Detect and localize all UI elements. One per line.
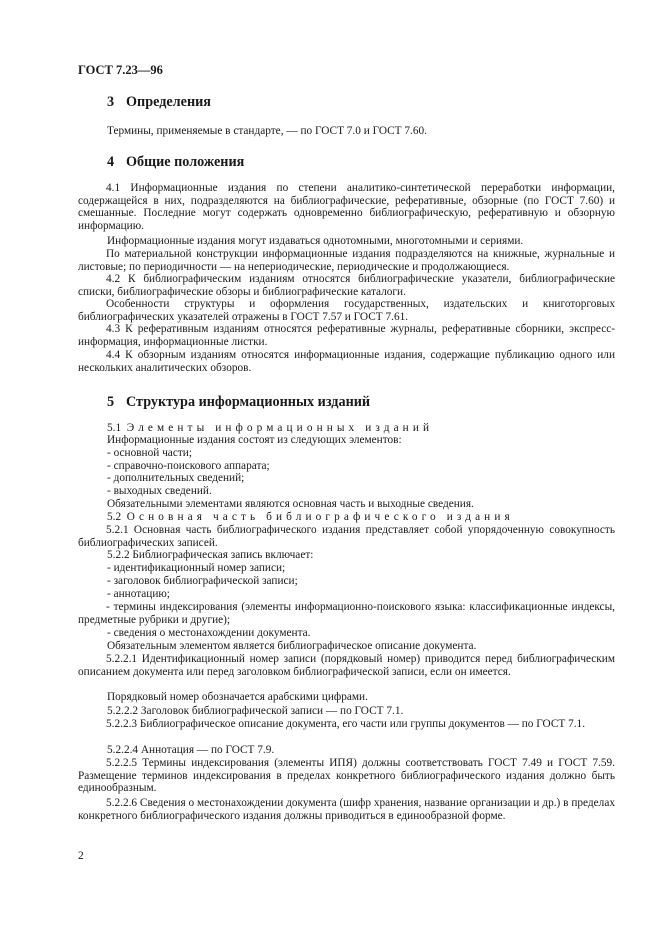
subsection-5-2-title: Основная часть библиографического издания xyxy=(126,511,514,523)
list-item: - сведения о местонахождении документа. xyxy=(107,627,311,639)
para-5-2-2-2: 5.2.2.2 Заголовок библиографической записи — по ГОСТ 7.1. xyxy=(107,705,404,717)
para-4-3: 4.3 К реферативным изданиям относятся реферативные журналы, реферативные сборники, экспресс-информация, информационные листки. xyxy=(78,323,615,348)
para-4-4: 4.4 К обзорным изданиям относятся информационные издания, содержащие публикацию одного или нескольких аналитических обзоров. xyxy=(78,349,615,374)
para-5-2-2: 5.2.2 Библиографическая запись включает: xyxy=(107,549,314,561)
running-header: ГОСТ 7.23—96 xyxy=(78,63,163,77)
para-5-2-2-4: 5.2.2.4 Аннотация — по ГОСТ 7.9. xyxy=(107,744,275,756)
section-4-heading xyxy=(107,154,244,171)
list-item-indexing-terms: - термины индексирования (элементы информационно-поискового языка: классификационные индексы, предметные рубрики и другие); xyxy=(78,601,615,626)
list-item: - идентификационный номер записи; xyxy=(107,562,286,574)
list-item: - справочно-поискового аппарата; xyxy=(107,460,270,472)
section-4-number: 4 xyxy=(107,154,115,170)
para-4-2-features: Особенности структуры и оформления государственных, издательских и книготорговых библиографических указателей отражены в ГОСТ 7.57 и ГОСТ 7.61. xyxy=(78,298,615,323)
list-item: - аннотацию; xyxy=(107,588,170,600)
section-3-paragraph: Термины, применяемые в стандарте, — по ГОСТ 7.0 и ГОСТ 7.60. xyxy=(107,125,428,137)
section-5-heading xyxy=(107,394,370,411)
para-4-2: 4.2 К библиографическим изданиям относятся библиографические указатели, библиографические списки, библиографические обзоры и библиографические каталоги. xyxy=(78,273,615,298)
para-4-1-construction: По материальной конструкции информационные издания подразделяются на книжные, журнальные и листовые; по периодичности — на непериодические, периодические и продолжающиеся. xyxy=(78,248,615,273)
elements-intro: Информационные издания состоят из следующих элементов: xyxy=(107,434,402,446)
list-item: - выходных сведений. xyxy=(107,485,212,497)
subsection-5-2-heading xyxy=(107,511,514,524)
list-item: - заголовок библиографической записи; xyxy=(107,575,298,587)
subsection-5-1-number: 5.1 xyxy=(107,422,122,434)
para-5-2-2-6: 5.2.2.6 Сведения о местонахождении документа (шифр хранения, название организации и др.) в пределах конкретного библиографического издания должны приводиться в единообразной форме. xyxy=(78,797,615,822)
section-3-number: 3 xyxy=(107,94,115,110)
mandatory-element-note: Обязательным элементом является библиографическое описание документа. xyxy=(107,640,477,652)
section-5-title: Структура информационных изданий xyxy=(126,394,371,410)
para-4-1-volumes: Информационные издания могут издаваться однотомными, многотомными и сериями. xyxy=(107,235,524,247)
section-5-number: 5 xyxy=(107,394,115,410)
ordinal-number-note: Порядковый номер обозначается арабскими цифрами. xyxy=(107,691,368,703)
page-number: 2 xyxy=(78,850,84,862)
para-5-2-1: 5.2.1 Основная часть библиографического издания представляет собой упорядоченную совокупность библиографических записей. xyxy=(78,524,615,549)
para-5-2-2-5: 5.2.2.5 Термины индексирования (элементы ИПЯ) должны соответствовать ГОСТ 7.49 и ГОСТ 7.59. Размещение терминов индексирования в пределах конкретного библиографического издания должно быть единообразным. xyxy=(78,757,615,795)
section-4-title: Общие положения xyxy=(126,154,245,170)
para-5-2-2-1: 5.2.2.1 Идентификационный номер записи (порядковый номер) приводится перед библиографическим описанием документа или перед заголовком библиографической записи, если он имеется. xyxy=(78,653,615,678)
mandatory-elements-note: Обязательными элементами являются основная часть и выходные сведения. xyxy=(107,498,474,510)
para-5-2-2-3: 5.2.2.3 Библиографическое описание документа, его части или группы документов — по ГОСТ 7.1. xyxy=(106,718,586,730)
subsection-5-1-heading xyxy=(107,422,433,435)
subsection-5-1-title: Элементы информационных изданий xyxy=(126,422,434,434)
section-3-heading xyxy=(107,94,211,111)
para-4-1: 4.1 Информационные издания по степени аналитико-синтетической переработки информации, содержащейся в них, подразделяются на библиографические, реферативные, обзорные (по ГОСТ 7.60) и смешанные. Последние могут содержать одновременно библиографическую, реферативную и обзорную информацию. xyxy=(78,182,615,232)
section-3-title: Определения xyxy=(126,94,211,110)
list-item: - основной части; xyxy=(107,447,192,459)
subsection-5-2-number: 5.2 xyxy=(107,511,122,523)
list-item: - дополнительных сведений; xyxy=(107,472,245,484)
